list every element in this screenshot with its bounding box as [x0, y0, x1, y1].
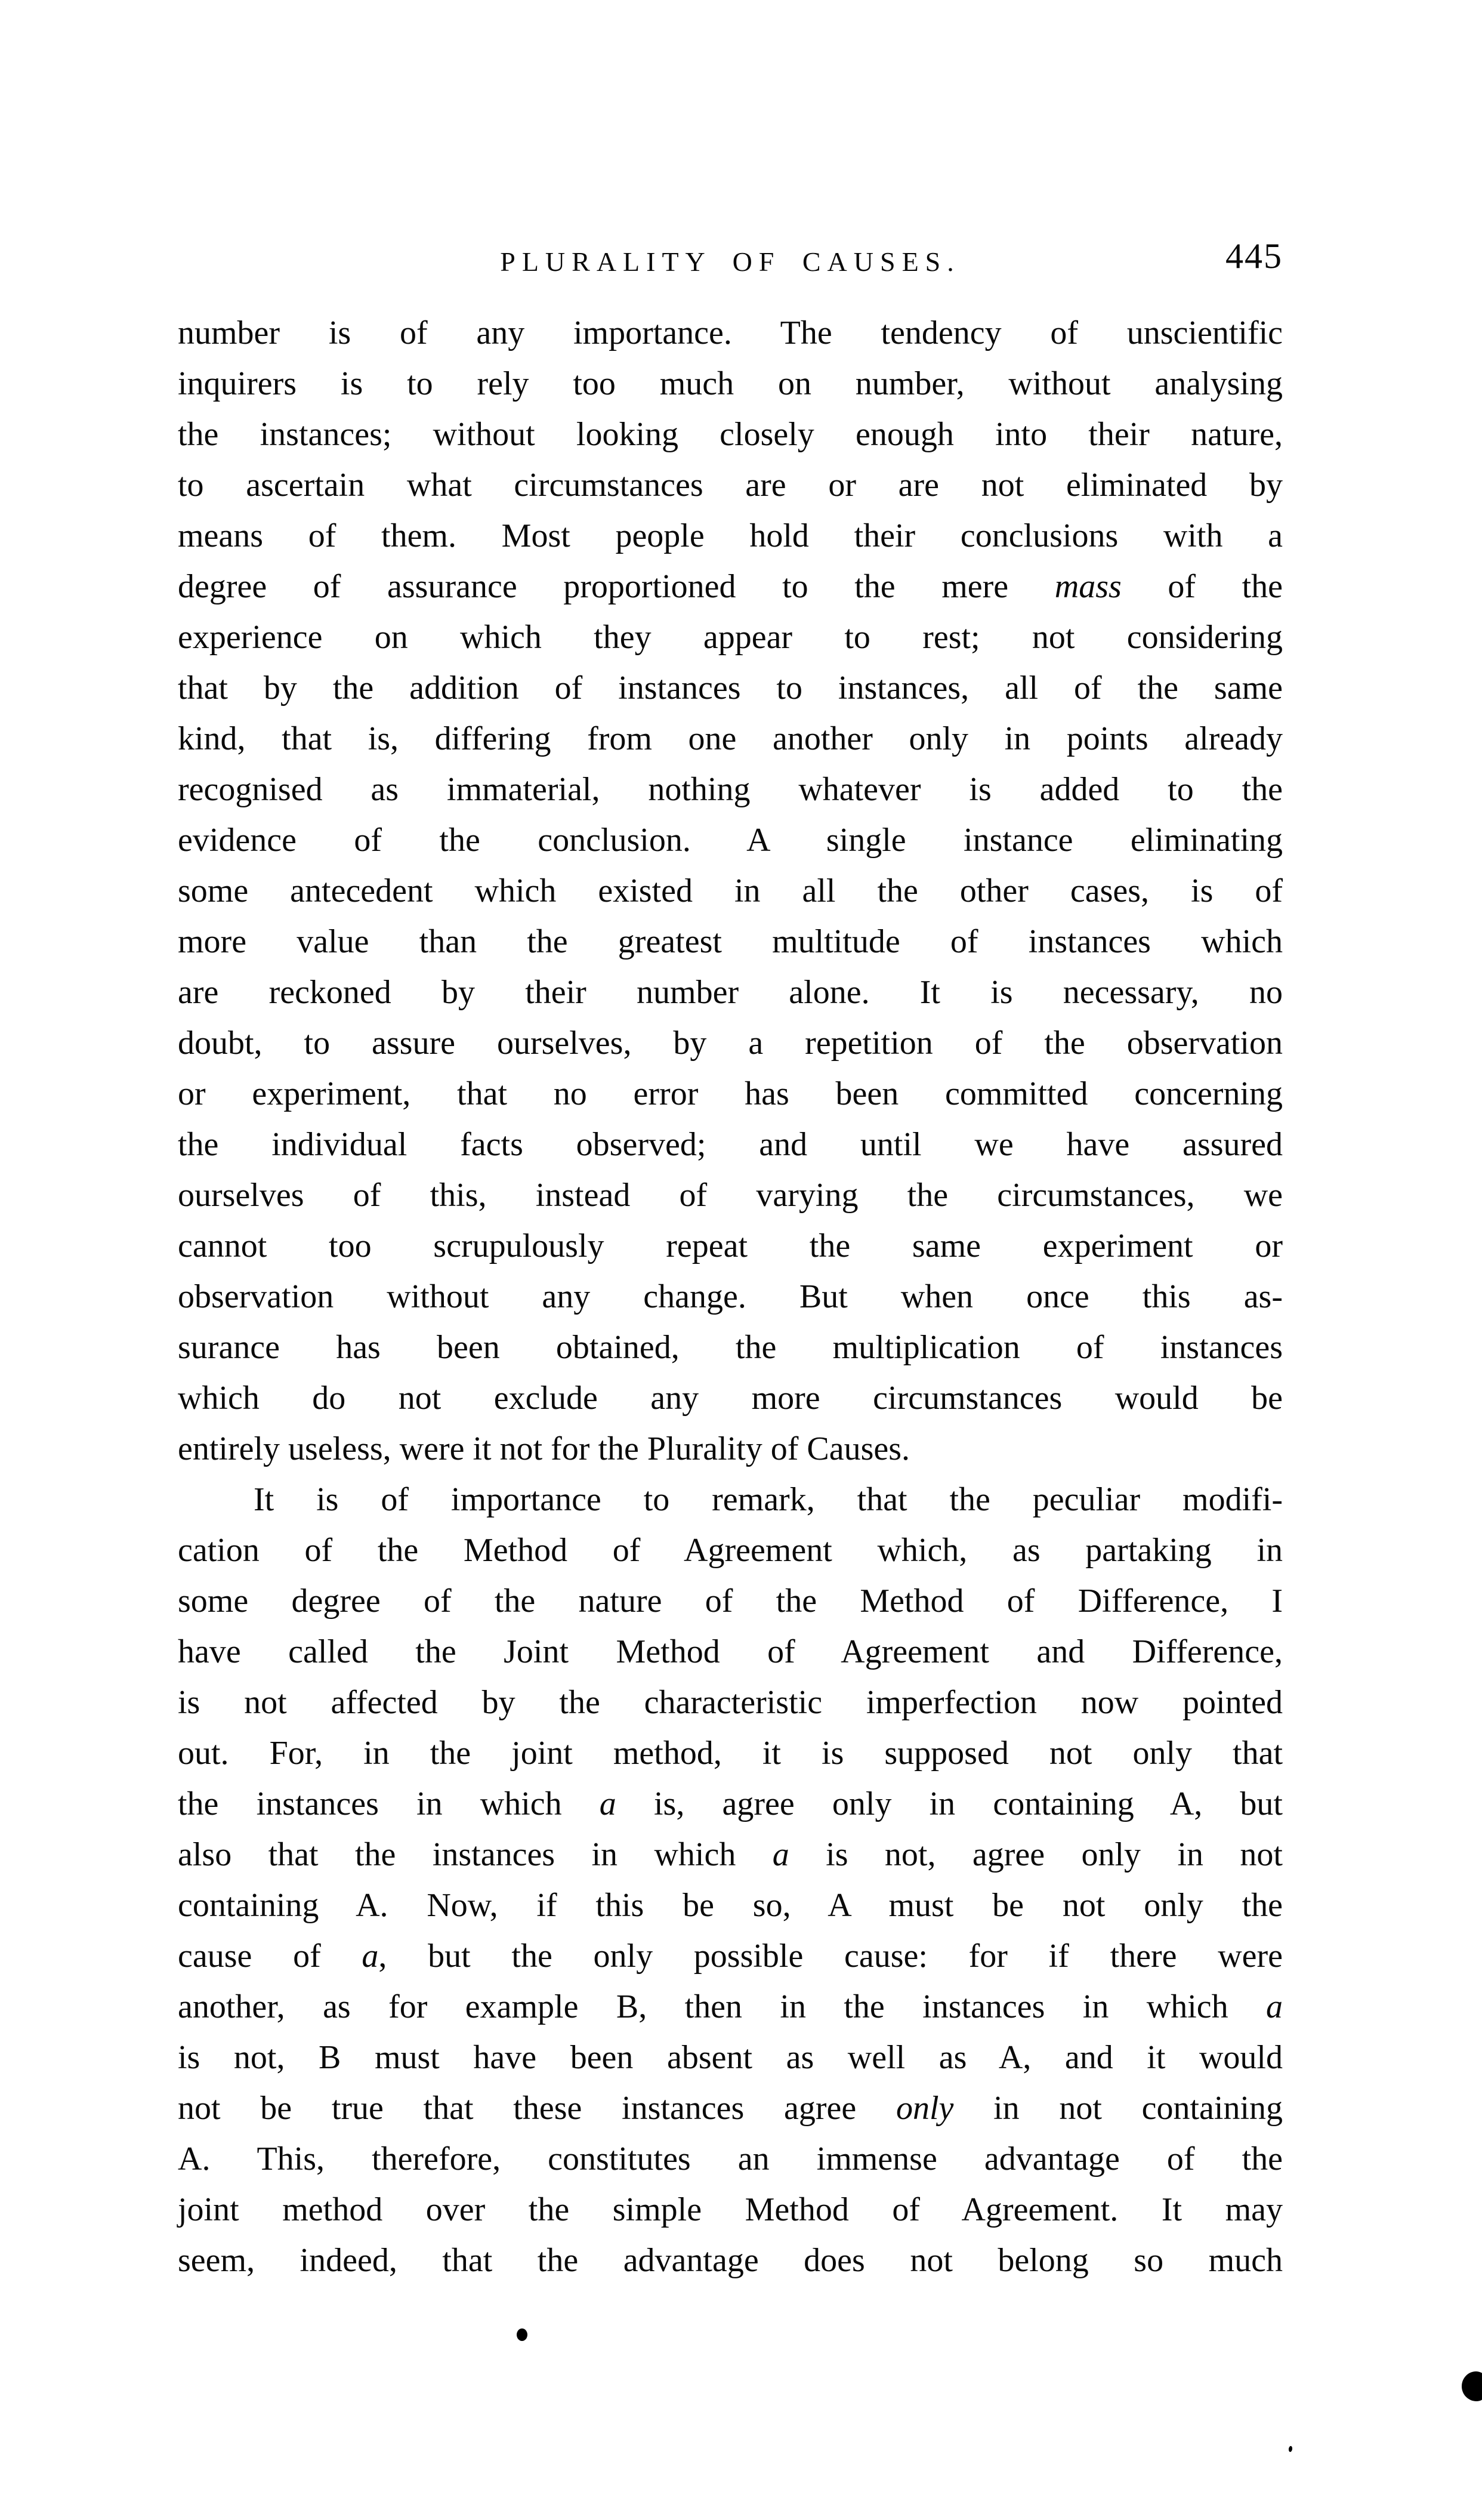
text-line: recognised as immaterial, nothing whatever is added to the	[178, 771, 1283, 808]
text-line: ourselves of this, instead of varying the circumstances, we	[178, 1177, 1283, 1214]
text-line: are reckoned by their number alone. It is necessary, no	[178, 974, 1283, 1011]
text-line: have called the Joint Method of Agreement and Difference,	[178, 1633, 1283, 1670]
text-line: means of them. Most people hold their conclusions with a	[178, 517, 1283, 554]
page-header	[178, 237, 1283, 285]
text-line: cannot too scrupulously repeat the same experiment or	[178, 1227, 1283, 1264]
page-number: 445	[1225, 236, 1283, 276]
text-line: some degree of the nature of the Method of Difference, I	[178, 1583, 1283, 1620]
text-line: kind, that is, differing from one another only in points already	[178, 720, 1283, 757]
text-line: A. This, therefore, constitutes an immense advantage of the	[178, 2140, 1283, 2177]
text-line: not be true that these instances agree only in not containing	[178, 2090, 1283, 2127]
text-line: some antecedent which existed in all the other cases, is of	[178, 872, 1283, 909]
text-line: experience on which they appear to rest; not considering	[178, 619, 1283, 656]
text-line: the instances in which a is, agree only in containing A, but	[178, 1785, 1283, 1822]
text-line: that by the addition of instances to instances, all of the same	[178, 670, 1283, 707]
text-line: another, as for example B, then in the instances in which a	[178, 1988, 1283, 2025]
text-line: entirely useless, were it not for the Plurality of Causes.	[178, 1430, 910, 1467]
text-line: seem, indeed, that the advantage does not belong so much	[178, 2242, 1283, 2279]
text-line: the instances; without looking closely enough into their nature,	[178, 416, 1283, 453]
ink-speck-mark	[1288, 2446, 1292, 2453]
text-line: It is of importance to remark, that the peculiar modifi-	[254, 1481, 1283, 1518]
text-line: is not affected by the characteristic imperfection now pointed	[178, 1684, 1283, 1721]
text-block	[178, 308, 1283, 2286]
running-head-title: PLURALITY OF CAUSES.	[500, 246, 961, 277]
text-line: evidence of the conclusion. A single instance eliminating	[178, 822, 1283, 859]
text-line: or experiment, that no error has been committed concerning	[178, 1075, 1283, 1112]
text-line: degree of assurance proportioned to the mere mass of the	[178, 568, 1283, 605]
text-line: containing A. Now, if this be so, A must be not only the	[178, 1887, 1283, 1924]
text-line: is not, B must have been absent as well as A, and it would	[178, 2039, 1283, 2076]
text-line: cation of the Method of Agreement which, as partaking in	[178, 1532, 1283, 1569]
text-line: surance has been obtained, the multiplication of instances	[178, 1329, 1283, 1366]
text-line: to ascertain what circumstances are or are not eliminated by	[178, 467, 1283, 504]
text-line: also that the instances in which a is not, agree only in not	[178, 1836, 1283, 1873]
ink-blob-right-edge	[1462, 2371, 1482, 2401]
text-line: number is of any importance. The tendency of unscientific	[178, 314, 1283, 351]
text-line: cause of a, but the only possible cause: for if there were	[178, 1938, 1283, 1975]
text-line: joint method over the simple Method of Agreement. It may	[178, 2191, 1283, 2228]
text-line: doubt, to assure ourselves, by a repetition of the observation	[178, 1025, 1283, 1062]
text-line: more value than the greatest multitude of instances which	[178, 923, 1283, 960]
text-line: observation without any change. But when once this as-	[178, 1278, 1283, 1315]
ink-dot-mark	[517, 2328, 527, 2341]
text-line: inquirers is to rely too much on number, without analysing	[178, 365, 1283, 402]
text-line: the individual facts observed; and until we have assured	[178, 1126, 1283, 1163]
text-line: which do not exclude any more circumstances would be	[178, 1380, 1283, 1417]
text-line: out. For, in the joint method, it is supposed not only that	[178, 1735, 1283, 1772]
